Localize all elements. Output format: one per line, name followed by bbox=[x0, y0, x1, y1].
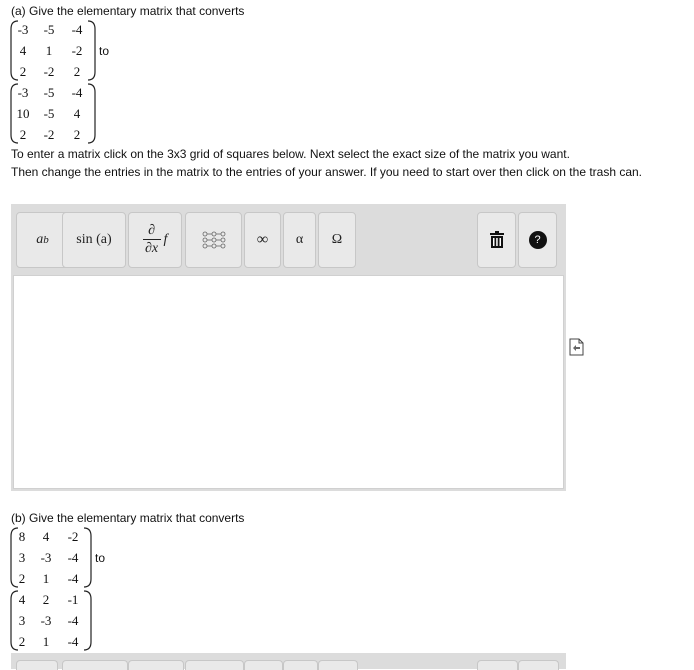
matrix-cell: 3 bbox=[18, 612, 26, 628]
partial-derivative-button[interactable] bbox=[128, 212, 182, 268]
matrix-cell: 10 bbox=[16, 105, 30, 121]
instructions-line-2: Then change the entries in the matrix to the entries of your answer. If you need to start over then click on the trash can. bbox=[11, 165, 643, 179]
greek-omega-button[interactable] bbox=[318, 212, 356, 268]
question-b-text: (b) Give the elementary matrix that converts bbox=[11, 511, 245, 525]
matrix-cell: 2 bbox=[73, 63, 81, 79]
matrix-brackets bbox=[10, 589, 92, 652]
matrix-cell: -1 bbox=[67, 591, 79, 607]
matrix-cell: 2 bbox=[73, 126, 81, 142]
matrix-cell: -3 bbox=[17, 84, 29, 100]
matrix-cell: -4 bbox=[71, 84, 83, 100]
omega-symbol: Ω bbox=[331, 232, 343, 247]
question-a-text: (a) Give the elementary matrix that converts bbox=[11, 4, 245, 18]
sin-label: sin (a) bbox=[76, 232, 112, 247]
math-answer-input[interactable] bbox=[13, 275, 564, 489]
matrix-cell: 1 bbox=[42, 633, 50, 649]
matrix-cell: 4 bbox=[18, 591, 26, 607]
connector-to: to bbox=[95, 551, 106, 565]
connector-to: to bbox=[99, 44, 110, 58]
matrix-a-from bbox=[10, 19, 96, 82]
matrix-cell: 4 bbox=[19, 42, 27, 58]
greek-alpha-button[interactable] bbox=[283, 212, 316, 268]
matrix-cell: 8 bbox=[18, 528, 26, 544]
matrix-cell: -4 bbox=[67, 612, 79, 628]
infinity-symbol: ∞ bbox=[256, 231, 269, 248]
matrix-cell: 1 bbox=[42, 570, 50, 586]
matrix-cell: -2 bbox=[67, 528, 79, 544]
matrix-cell: -4 bbox=[67, 633, 79, 649]
alpha-symbol: α bbox=[295, 232, 304, 247]
matrix-cell: 1 bbox=[45, 42, 53, 58]
matrix-cell: 2 bbox=[18, 633, 26, 649]
deriv-denominator: ∂x bbox=[144, 241, 159, 256]
math-editor-panel-b bbox=[11, 653, 566, 669]
matrix-cell: -4 bbox=[71, 21, 83, 37]
matrix-cell: -3 bbox=[40, 612, 52, 628]
matrix-brackets bbox=[10, 526, 92, 589]
matrix-cell: 3 bbox=[18, 549, 26, 565]
matrix-cell: -5 bbox=[43, 84, 55, 100]
sin-function-button[interactable] bbox=[62, 212, 126, 268]
matrix-cell: 2 bbox=[19, 126, 27, 142]
matrix-cell: 2 bbox=[18, 570, 26, 586]
matrix-grid-icon bbox=[202, 231, 226, 249]
deriv-numerator: ∂ bbox=[148, 223, 155, 238]
help-button[interactable] bbox=[518, 212, 557, 268]
matrix-cell: 4 bbox=[42, 528, 50, 544]
matrix-grid-button[interactable] bbox=[185, 212, 242, 268]
help-icon: ? bbox=[529, 231, 547, 249]
matrix-brackets bbox=[10, 19, 96, 82]
matrix-cell: -5 bbox=[43, 105, 55, 121]
matrix-brackets bbox=[10, 82, 96, 145]
trash-icon bbox=[489, 231, 505, 249]
matrix-cell: -3 bbox=[40, 549, 52, 565]
instructions-line-1: To enter a matrix click on the 3x3 grid of squares below. Next select the exact size of the matrix you want. bbox=[11, 147, 570, 161]
matrix-a-to bbox=[10, 82, 96, 145]
infinity-button[interactable] bbox=[244, 212, 281, 268]
matrix-cell: -2 bbox=[71, 42, 83, 58]
matrix-cell: -3 bbox=[17, 21, 29, 37]
matrix-cell: 2 bbox=[42, 591, 50, 607]
trash-button[interactable] bbox=[477, 212, 516, 268]
matrix-cell: -2 bbox=[43, 126, 55, 142]
matrix-cell: -2 bbox=[43, 63, 55, 79]
matrix-cell: 2 bbox=[19, 63, 27, 79]
deriv-f: f bbox=[163, 232, 168, 247]
matrix-b-to bbox=[10, 589, 92, 652]
superscript-base: a bbox=[36, 232, 44, 247]
superscript-exp: b bbox=[43, 234, 49, 246]
math-editor-panel bbox=[11, 204, 566, 491]
matrix-b-from bbox=[10, 526, 92, 589]
matrix-cell: -4 bbox=[67, 570, 79, 586]
matrix-cell: 4 bbox=[73, 105, 81, 121]
matrix-cell: -4 bbox=[67, 549, 79, 565]
matrix-cell: -5 bbox=[43, 21, 55, 37]
document-icon[interactable] bbox=[569, 338, 584, 356]
